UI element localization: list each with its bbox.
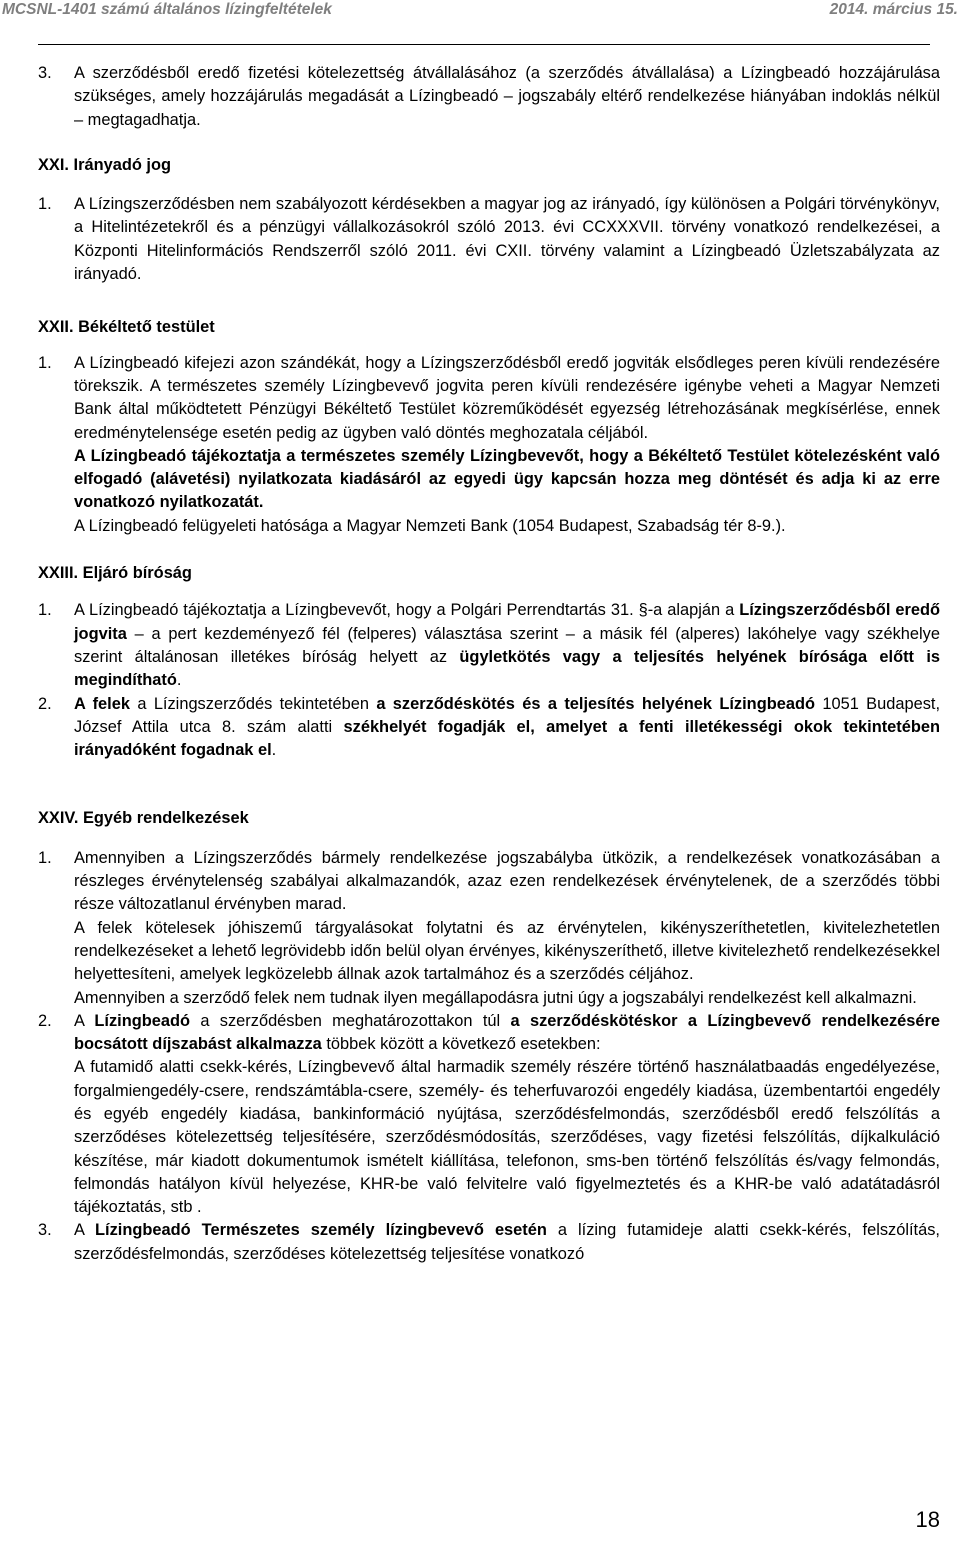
paragraph-other-3: [0, 1219, 960, 1266]
text-run-bold: székhelyét fogadják el, amelyet a fenti illetékességi okok tekintetében irányadóként fogadnak el: [74, 717, 940, 760]
paragraph-other-1: [0, 847, 960, 1010]
paragraph-jurisdiction-2: [0, 693, 960, 763]
document-body: [0, 62, 960, 1266]
paragraph-text: Amennyiben a szerződő felek nem tudnak ilyen megállapodásra jutni úgy a jogszabályi rendelkezést kell alkalmazni.: [74, 988, 917, 1007]
text-run-bold: a szerződéskötéskor a Lízingbevevő rendelkezésére bocsátott díjszabást alkalmazza: [74, 1011, 940, 1054]
paragraph-text: A szerződésből eredő fizetési kötelezettség átvállalásához (a szerződés átvállalása) a Lízingbeadó hozzájárulása szükséges, amely hozzájárulás megadását a Lízingbeadó – jogszabály eltérő rendelkezése hiányában indoklás nélkül – megtagadhatja.: [74, 64, 940, 129]
text-run-bold: A felek: [74, 694, 130, 713]
text-run-bold: Lízingbeadó Természetes személy lízingbevevő esetén: [95, 1221, 547, 1240]
document-title: MCSNL-1401 számú általános lízingfeltételek: [2, 1, 332, 18]
paragraph-other-2: [0, 1010, 960, 1220]
text-run: – a pert kezdeményező fél (felperes) választása szerint – a másik fél (alperes) lakóhelye vagy székhelye szerint általánosan illetékes bíróság helyett az: [74, 624, 940, 666]
paragraph-number: 3.: [38, 1221, 52, 1240]
paragraph-text: A felek kötelesek jóhiszemű tárgyalásokat folytatni és az érvénytelen, kikényszeríthetetlen, kivitelezhetetlen rendelkezéseket a lehető legrövidebb időn belül olyan érvényes, kikényszeríthető, illetve kivitelezhető rendelkezésekkel helyettesíteni, amelyek legközelebb állnak azok tartalmához és a szerződés céljához.: [74, 918, 940, 984]
page-header: [0, 0, 960, 24]
text-run: a Lízingszerződés tekintetében: [129, 694, 377, 713]
text-run-bold: ügyletkötés vagy a teljesítés helyének bírósága előtt is megindítható: [74, 647, 940, 690]
paragraph-text: Amennyiben a Lízingszerződés bármely rendelkezése jogszabályba ütközik, a rendelkezések vonatkozásában a részleges érvénytelenség szabályai alkalmazandók, azaz ezen rendelkezések érvénytelenek, de a szerződés többi része változatlanul érvényben marad.: [74, 848, 940, 914]
text-run-bold: Lízingszerződésből eredő jogvita: [74, 601, 940, 643]
text-run: A: [74, 1221, 96, 1240]
text-run: .: [271, 741, 277, 760]
text-run: a szerződésben meghatározottakon túl: [189, 1011, 511, 1030]
paragraph-number: 2.: [38, 1011, 52, 1030]
paragraph-jurisdiction-1: [0, 599, 960, 692]
paragraph-number: 1.: [38, 601, 52, 620]
section-heading-xxiii: XXIII. Eljáró bíróság: [38, 564, 192, 583]
paragraph-arbitration: [0, 352, 960, 538]
section-heading-xxiv: XXIV. Egyéb rendelkezések: [38, 809, 249, 828]
paragraph-number: 2.: [38, 694, 52, 713]
text-run: 1051 Budapest, József Attila utca 8. szám alatti: [74, 694, 940, 736]
paragraph-number: 1.: [38, 353, 52, 372]
text-run: többek között a következő esetekben:: [321, 1035, 601, 1054]
paragraph-text: A futamidő alatti csekk-kérés, Lízingbevevő által harmadik személy részére történő használatbaadás engedélyezése, forgalmiengedély-csere, rendszámtábla-csere, személy- és teherfuvarozói engedély kiadása, üzembentartói engedély és egyéb engedély kiadása, bankinformáció nyújtása, szerződésfelmondás, szerződésből eredő felszólítás a szerződéses kötelezettség teljesítésére, szerződésmódosítás, szerződéses, vagy fizetési felszólítás, díjkalkuláció készítése, már kiadott dokumentumok ismételt kiállítása, telefonon, sms-ben történő felszólítás és/vagy felmondás, felmondás hatályon kívül helyezése, KHR-be való felvitelre való figyelmeztetés és a KHR-be való adatátadásról tájékoztatás, stb .: [74, 1058, 940, 1217]
paragraph-text: A Lízingszerződésben nem szabályozott kérdésekben a magyar jog az irányadó, így különösen a Polgári törvénykönyv, a Hitelintézetekről és a pénzügyi vállalkozásokról szóló 2013. évi CCXXXVII. törvény vonatkozó rendelkezései, a Központi Hitelinformációs Rendszerről szóló 2011. évi CXII. törvény valamint a Lízingbeadó Üzletszabályzata az irányadó.: [74, 195, 940, 284]
text-run: A Lízingbeadó tájékoztatja a Lízingbevevőt, hogy a Polgári Perrendtartás 31. §-a alapján a: [74, 601, 740, 620]
paragraph-governing-law: [0, 193, 960, 286]
text-run-bold: Lízingbeadó: [94, 1011, 190, 1030]
paragraph-text: A Lízingbeadó kifejezi azon szándékát, hogy a Lízingszerződésből eredő jogviták elsődleges peren kívüli rendezésére törekszik. A természetes személy Lízingbevevő jogvita peren kívüli rendezésére igénybe veheti a Magyar Nemzeti Bank által működtetett Pénzügyi Békéltető Testület közreműködését egyezség létrehozásának megkísérlése, ennek eredménytelensége esetén pedig az ügyben való döntés meghozatala céljából.: [74, 353, 940, 442]
paragraph-number: 1.: [38, 848, 52, 867]
paragraph-bold-notice: A Lízingbeadó tájékoztatja a természetes személy Lízingbevevőt, hogy a Békéltető Testület kötelezésként való elfogadó (alávetési) nyilatkozata kiadásáról az egyedi ügy kapcsán hozza meg döntését és adja ki az erre vonatkozó nyilatkozatát.: [74, 446, 940, 512]
page-number: 18: [915, 1507, 940, 1532]
header-rule: [38, 44, 930, 45]
paragraph-transfer: [0, 62, 960, 132]
document-date: 2014. március 15.: [829, 1, 958, 18]
section-heading-xxi: XXI. Irányadó jog: [38, 155, 171, 174]
paragraph-supervisory-authority: A Lízingbeadó felügyeleti hatósága a Magyar Nemzeti Bank (1054 Budapest, Szabadság tér 8-9.).: [74, 516, 786, 535]
paragraph-number: 3.: [38, 64, 52, 82]
text-run: a lízing futamideje alatti csekk-kérés, felszólítás, szerződésfelmondás, szerződéses kötelezettség teljesítése vonatkozó: [74, 1221, 940, 1263]
text-run: A: [74, 1011, 95, 1030]
text-run: .: [176, 671, 182, 690]
paragraph-number: 1.: [38, 195, 52, 214]
text-run-bold: a szerződéskötés és a teljesítés helyének Lízingbeadó: [376, 694, 815, 713]
section-heading-xxii: XXII. Békéltető testület: [38, 318, 215, 337]
